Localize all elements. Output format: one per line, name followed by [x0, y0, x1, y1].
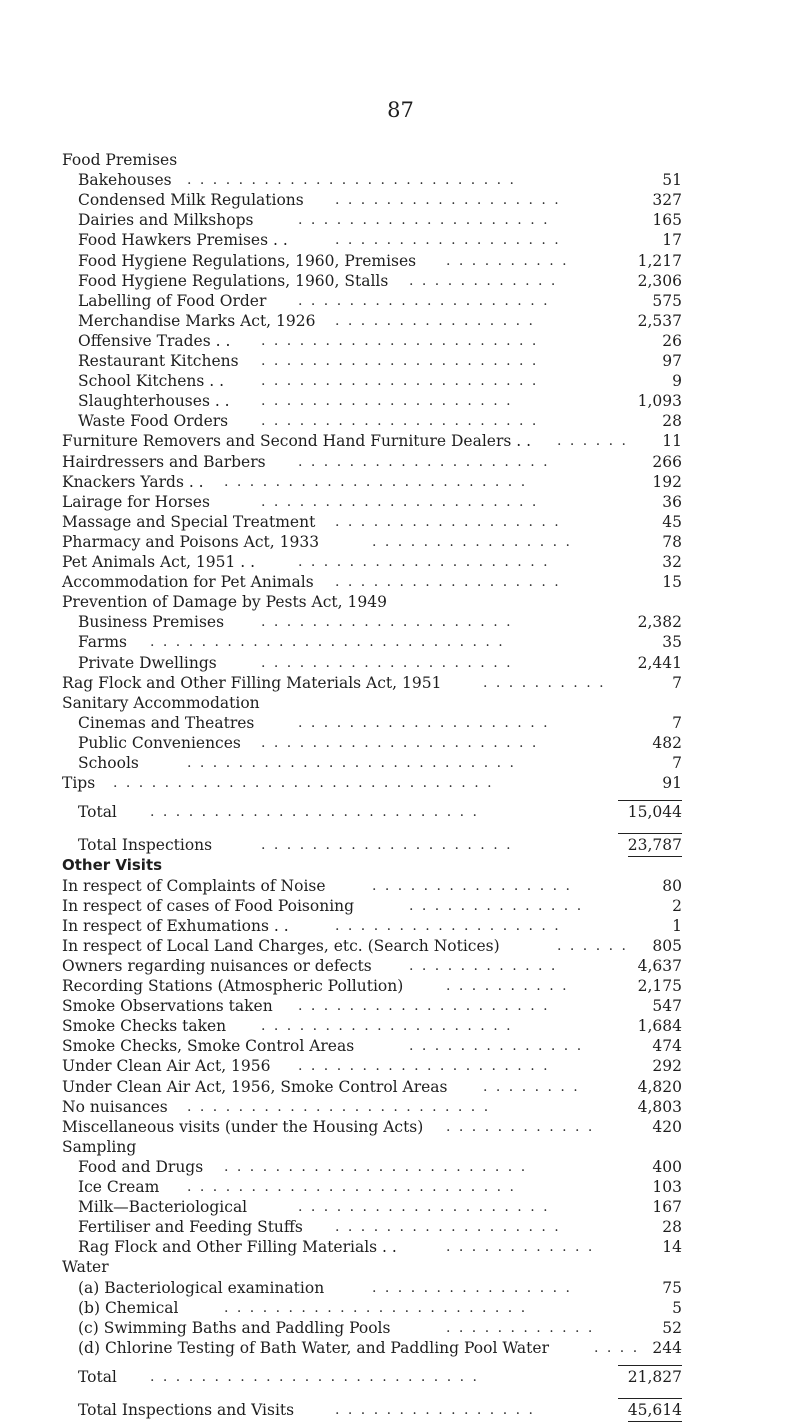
row-value: 35 — [662, 633, 682, 652]
table-row — [0, 190, 801, 211]
total-rule — [618, 833, 682, 834]
table-row — [0, 916, 801, 937]
table-row — [0, 512, 801, 533]
row-value: 52 — [662, 1318, 682, 1337]
row-label: Accommodation for Pet Animals — [62, 573, 314, 592]
table-row — [0, 1016, 801, 1037]
section-heading — [0, 150, 801, 171]
dot-leader: . . . . . . . . . . . . . . . . . . — [335, 1219, 561, 1236]
dot-leader: . . . . . . . . . . . . . . . . . . . . — [261, 1018, 513, 1035]
row-label: Total — [78, 803, 117, 822]
row-value: 2,537 — [637, 311, 682, 330]
table-row — [0, 210, 801, 231]
row-value: 167 — [652, 1198, 682, 1217]
row-value: 575 — [652, 291, 682, 310]
dot-leader: . . . . . . . . . . . . . . . . . . . . . . — [261, 493, 539, 510]
row-value: 75 — [662, 1278, 682, 1297]
row-value: 51 — [662, 171, 682, 190]
dot-leader: . . . . . . . . . . . . . . . . — [335, 1402, 535, 1418]
table-row — [0, 1367, 801, 1388]
row-value: 420 — [652, 1117, 682, 1136]
row-label: Smoke Observations taken — [62, 997, 273, 1016]
row-label: Food Hawkers Premises . . — [78, 231, 288, 250]
table-row — [0, 976, 801, 997]
table-row — [0, 612, 801, 633]
row-label: School Kitchens . . — [78, 372, 225, 391]
row-value: 103 — [652, 1178, 682, 1196]
row-label: Total Inspections — [78, 836, 213, 855]
dot-leader: . . . . . . . . . . . . . . . . . . — [335, 232, 561, 249]
dot-leader: . . . . . . . . . . . . . . . . . . . . . . . . . . . . — [150, 634, 505, 651]
dot-leader: . . . . . . . . . . . . — [446, 1239, 595, 1256]
row-label: Pharmacy and Poisons Act, 1933 — [62, 532, 320, 551]
section-heading — [0, 1257, 801, 1278]
table-row — [0, 653, 801, 674]
section-heading — [0, 855, 801, 876]
table-row — [0, 773, 801, 794]
dot-leader: . . . . . . . . . . . . . . . . . . . . . . . . . . — [150, 804, 479, 821]
dot-leader: . . . . . . . . . . . . . . . . . . . . . . . . . . — [187, 172, 516, 189]
row-label: Waste Food Orders — [78, 412, 229, 431]
table-row — [0, 733, 801, 754]
row-value: 192 — [652, 472, 682, 491]
table-row — [0, 1298, 801, 1319]
row-value: 78 — [662, 532, 682, 551]
row-label: Labelling of Food Order — [78, 291, 267, 310]
dot-leader: . . . . . . . . — [483, 1078, 580, 1095]
dot-leader: . . . . . . . . . . — [446, 978, 569, 994]
total-rule — [618, 1398, 682, 1399]
table-row — [0, 552, 801, 573]
row-value: 7 — [672, 754, 682, 772]
table-row — [0, 936, 801, 957]
row-label: Miscellaneous visits (under the Housing Acts) — [62, 1117, 424, 1136]
row-value: 1,684 — [637, 1017, 682, 1036]
row-label: Food Hygiene Regulations, 1960, Premises — [78, 251, 417, 270]
row-value: 91 — [662, 774, 682, 793]
dot-leader: . . . . . . . . . . . . . . . . — [372, 1279, 572, 1296]
row-value: 7 — [672, 673, 682, 692]
total-rule — [618, 800, 682, 801]
row-label: (a) Bacteriological examination — [78, 1278, 325, 1297]
row-label: Dairies and Milkshops — [78, 211, 254, 230]
row-label: Total — [78, 1367, 117, 1386]
row-label: Other Visits — [62, 856, 163, 875]
table-row — [0, 876, 801, 897]
table-row — [0, 291, 801, 312]
table-row — [0, 896, 801, 917]
dot-leader: . . . . . . . . . . . . — [409, 272, 558, 289]
row-value: 165 — [652, 211, 682, 230]
row-label: Lairage for Horses — [62, 492, 210, 511]
dot-leader: . . . . . . . . . . . . — [409, 957, 558, 974]
row-value: 26 — [662, 331, 682, 350]
row-label: Under Clean Air Act, 1956 — [62, 1057, 271, 1076]
section-heading — [0, 1137, 801, 1158]
dot-leader: . . . . . . . . . . . . . . . . . . . . . . — [261, 332, 539, 349]
dot-leader: . . . . . . . . . . . . . . . . . . . . — [298, 1058, 550, 1075]
row-label: Milk—Bacteriological — [78, 1198, 248, 1217]
table-row — [0, 391, 801, 412]
row-label: Smoke Checks, Smoke Control Areas — [62, 1037, 355, 1056]
dot-leader: . . . . . . . . . . . . . . . . . . . . . . . . . . — [150, 1368, 479, 1385]
dot-leader: . . . . — [594, 1339, 640, 1356]
dot-leader: . . . . . . . . . . . . . . — [409, 897, 584, 914]
dot-leader: . . . . . . . . . . . . . . . . . . . . . . . . . . — [187, 1179, 516, 1195]
row-value: 327 — [652, 191, 682, 210]
table-row — [0, 835, 801, 856]
row-value: 2,306 — [637, 271, 682, 290]
row-label: Ice Cream — [78, 1178, 160, 1196]
row-label: Fertiliser and Feeding Stuffs — [78, 1218, 303, 1237]
table-row — [0, 956, 801, 977]
row-value: 32 — [662, 553, 682, 571]
dot-leader: . . . . . . . . . . . . . . . . . . . . — [298, 212, 550, 229]
row-label: Cinemas and Theatres — [78, 713, 255, 732]
dot-leader: . . . . . . . . . . . . . . . . . . . . — [261, 614, 513, 631]
row-value: 1 — [672, 916, 682, 935]
row-value: 4,637 — [637, 956, 682, 975]
row-label: In respect of cases of Food Poisoning — [62, 896, 355, 915]
table-row — [0, 713, 801, 734]
dot-leader: . . . . . . — [557, 937, 628, 954]
row-label: Condensed Milk Regulations — [78, 191, 304, 210]
table-row — [0, 1117, 801, 1138]
row-label: Food and Drugs — [78, 1157, 204, 1176]
row-value: 80 — [662, 876, 682, 895]
table-row — [0, 753, 801, 774]
row-label: Hairdressers and Barbers — [62, 452, 266, 471]
row-label: Offensive Trades . . — [78, 331, 231, 350]
dot-leader: . . . . . . — [557, 433, 628, 450]
table-row — [0, 371, 801, 392]
row-label: Total Inspections and Visits — [78, 1401, 295, 1419]
row-value: 28 — [662, 412, 682, 431]
row-value: 97 — [662, 352, 682, 370]
row-label: Massage and Special Treatment — [62, 512, 316, 531]
row-label: Merchandise Marks Act, 1926 — [78, 311, 316, 330]
table-row — [0, 1217, 801, 1238]
row-label: Tips — [62, 774, 96, 793]
dot-leader: . . . . . . . . . . . . . . . . . . . . . . . . — [224, 1299, 528, 1316]
row-label: Public Conveniences — [78, 733, 241, 752]
row-value: 15,044 — [627, 803, 682, 822]
table-row — [0, 1237, 801, 1258]
dot-leader: . . . . . . . . . . . . . . . . . . . . — [298, 554, 550, 570]
table-row — [0, 492, 801, 513]
table-row — [0, 1157, 801, 1178]
row-value: 244 — [652, 1338, 682, 1357]
dot-leader: . . . . . . . . . . . . . . . . . . . . — [298, 453, 550, 470]
dot-leader: . . . . . . . . . . . . . . . . . . . . — [298, 714, 550, 731]
row-value: 9 — [672, 372, 682, 391]
row-value: 14 — [662, 1238, 682, 1257]
dot-leader: . . . . . . . . . . . . . . . . . . — [335, 513, 561, 530]
row-label: Water — [62, 1258, 109, 1277]
dot-leader: . . . . . . . . . . . . . . . . . . . . . . . . — [187, 1098, 491, 1115]
dot-leader: . . . . . . . . . . . . . . — [409, 1038, 584, 1055]
row-value: 21,827 — [627, 1367, 682, 1386]
row-label: Sanitary Accommodation — [62, 693, 260, 712]
dot-leader: . . . . . . . . . . . . . . . . . . — [335, 192, 561, 209]
row-label: (b) Chemical — [78, 1298, 179, 1317]
table-row — [0, 673, 801, 694]
table-row — [0, 411, 801, 432]
row-label: Rag Flock and Other Filling Materials . . — [78, 1238, 397, 1257]
dot-leader: . . . . . . . . . . . . . . . . — [372, 533, 572, 550]
row-value: 28 — [662, 1218, 682, 1237]
row-value: 1,217 — [637, 251, 682, 270]
table-row — [0, 532, 801, 553]
table-row — [0, 1197, 801, 1218]
row-value: 805 — [652, 936, 682, 955]
row-label: Sampling — [62, 1137, 137, 1156]
table-row — [0, 331, 801, 352]
dot-leader: . . . . . . . . . . . . . . . . . . — [335, 574, 561, 591]
dot-leader: . . . . . . . . . . . . . . . . . . . . . . . . — [224, 1158, 528, 1175]
dot-leader: . . . . . . . . . . . . . . . . . . . . . . . . . . — [187, 755, 516, 771]
dot-leader: . . . . . . . . . . . . . . . . — [335, 312, 535, 329]
table-row — [0, 1097, 801, 1118]
dot-leader: . . . . . . . . . . . . . . . . . . . . — [298, 1199, 550, 1216]
table-row — [0, 802, 801, 823]
row-label: Rag Flock and Other Filling Materials Act, 1951 — [62, 673, 442, 692]
row-value: 45,614 — [627, 1401, 682, 1419]
row-value: 7 — [672, 713, 682, 732]
row-label: (d) Chlorine Testing of Bath Water, and Paddling Pool Water — [78, 1338, 549, 1357]
row-label: Owners regarding nuisances or defects — [62, 956, 372, 975]
dot-leader: . . . . . . . . . . . . . . . . . . . . . . . . — [224, 473, 528, 490]
dot-leader: . . . . . . . . . . . . . . . . . . . . . . — [261, 734, 539, 751]
table-row — [0, 472, 801, 493]
row-value: 2 — [672, 896, 682, 915]
row-label: No nuisances — [62, 1097, 168, 1116]
row-label: Knackers Yards . . — [62, 472, 204, 491]
table-row — [0, 1056, 801, 1077]
table-row — [0, 311, 801, 332]
dot-leader: . . . . . . . . . . . . . . . . . . . . — [298, 998, 550, 1015]
table-row — [0, 572, 801, 593]
page-number: 87 — [387, 98, 414, 122]
table-row — [0, 351, 801, 372]
row-value: 266 — [652, 452, 682, 471]
table-row — [0, 271, 801, 292]
row-label: Business Premises — [78, 613, 225, 632]
row-value: 474 — [652, 1037, 682, 1056]
row-value: 4,803 — [637, 1097, 682, 1116]
table-row — [0, 1278, 801, 1299]
table-row — [0, 431, 801, 452]
row-value: 11 — [662, 432, 682, 451]
table-row — [0, 230, 801, 251]
section-heading — [0, 693, 801, 714]
row-value: 2,175 — [637, 977, 682, 995]
row-label: Slaughterhouses . . — [78, 392, 230, 411]
dot-leader: . . . . . . . . . . . . . . . . . . — [335, 917, 561, 934]
table-row — [0, 170, 801, 191]
row-value: 17 — [662, 231, 682, 250]
row-label: Private Dwellings — [78, 653, 217, 672]
table-row — [0, 996, 801, 1017]
table-row — [0, 632, 801, 653]
dot-leader: . . . . . . . . . . . . . . . . . . . . . . — [261, 373, 539, 390]
row-label: Prevention of Damage by Pests Act, 1949 — [62, 593, 387, 612]
dot-leader: . . . . . . . . . . . . . . . . — [372, 877, 572, 894]
dot-leader: . . . . . . . . . . . . . . . . . . . . . . — [261, 413, 539, 430]
row-label: Under Clean Air Act, 1956, Smoke Control Areas — [62, 1077, 448, 1096]
row-value: 400 — [652, 1157, 682, 1176]
dot-leader: . . . . . . . . . . . . . . . . . . . . . . . . . . . . . . — [113, 775, 494, 792]
table-row — [0, 1338, 801, 1359]
total-rule — [618, 1365, 682, 1366]
row-value: 36 — [662, 492, 682, 511]
row-label: Recording Stations (Atmospheric Pollution) — [62, 977, 404, 995]
dot-leader: . . . . . . . . . . — [483, 674, 606, 691]
row-label: (c) Swimming Baths and Paddling Pools — [78, 1318, 391, 1337]
dot-leader: . . . . . . . . . . — [446, 252, 569, 269]
section-heading — [0, 592, 801, 613]
row-label: Restaurant Kitchens — [78, 352, 239, 370]
row-value: 547 — [652, 997, 682, 1016]
dot-leader: . . . . . . . . . . . . . . . . . . . . — [261, 393, 513, 410]
table-row — [0, 452, 801, 473]
dot-leader: . . . . . . . . . . . . . . . . . . . . — [261, 837, 513, 854]
table-row — [0, 1318, 801, 1339]
row-label: Food Premises — [62, 151, 178, 169]
row-label: In respect of Exhumations . . — [62, 916, 289, 935]
row-value: 15 — [662, 573, 682, 592]
row-value: 2,382 — [637, 613, 682, 632]
table-row — [0, 1400, 801, 1421]
row-value: 292 — [652, 1057, 682, 1076]
table-row — [0, 1077, 801, 1098]
table-row — [0, 1177, 801, 1198]
row-value: 5 — [672, 1298, 682, 1317]
row-label: Food Hygiene Regulations, 1960, Stalls — [78, 271, 389, 290]
dot-leader: . . . . . . . . . . . . . . . . . . . . — [298, 292, 550, 309]
dot-leader: . . . . . . . . . . . . — [446, 1118, 595, 1135]
row-label: Furniture Removers and Second Hand Furniture Dealers . . — [62, 432, 532, 451]
row-value: 482 — [652, 733, 682, 752]
row-value: 45 — [662, 512, 682, 531]
table-row — [0, 1036, 801, 1057]
row-value: 2,441 — [637, 653, 682, 672]
dot-leader: . . . . . . . . . . . . . . . . . . . . . . — [261, 353, 539, 369]
dot-leader: . . . . . . . . . . . . . . . . . . . . — [261, 654, 513, 671]
row-label: Farms — [78, 633, 128, 652]
table-row — [0, 251, 801, 272]
row-label: Smoke Checks taken — [62, 1017, 227, 1036]
row-value: 4,820 — [637, 1077, 682, 1096]
row-value: 23,787 — [627, 836, 682, 855]
dot-leader: . . . . . . . . . . . . — [446, 1319, 595, 1336]
row-value: 1,093 — [637, 392, 682, 411]
row-label: In respect of Local Land Charges, etc. (Search Notices) — [62, 936, 500, 955]
row-label: Bakehouses — [78, 171, 172, 190]
row-label: In respect of Complaints of Noise — [62, 876, 326, 895]
row-label: Schools — [78, 754, 139, 772]
row-label: Pet Animals Act, 1951 . . — [62, 553, 256, 571]
